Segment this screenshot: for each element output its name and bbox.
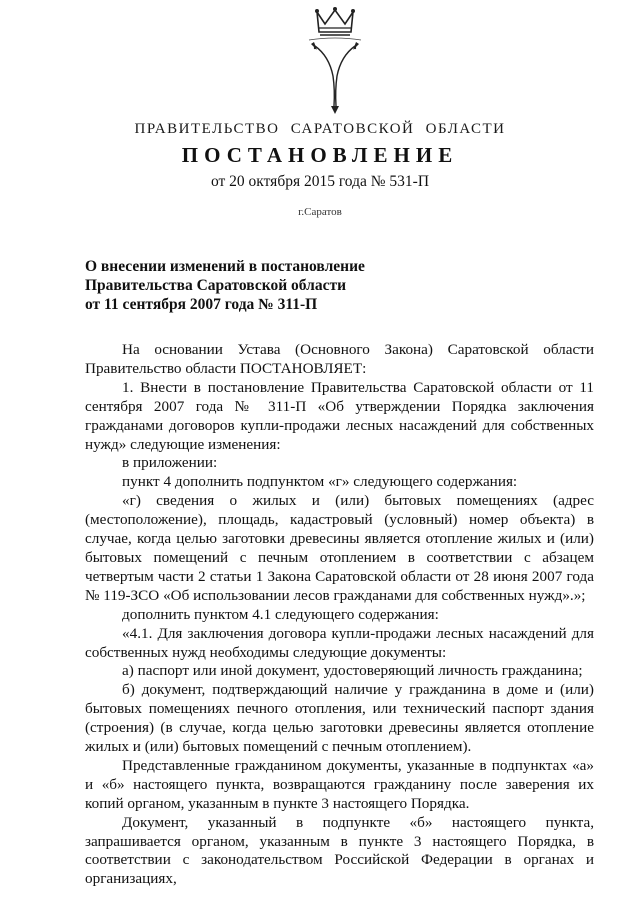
organization-name: ПРАВИТЕЛЬСТВО САРАТОВСКОЙ ОБЛАСТИ <box>134 121 506 137</box>
document-date-number: от 20 октября 2015 года № 531-П <box>210 173 430 190</box>
document-subject <box>85 257 485 314</box>
body-paragraph: «4.1. Для заключения договора купли-продажи лесных насаждений для собственных нужд необходимы следующие документы: <box>85 624 594 661</box>
document-city: г.Саратов <box>298 206 342 218</box>
body-paragraph: На основании Устава (Основного Закона) Саратовской области Правительство области ПОСТАНОВЛЯЕТ: <box>85 341 594 377</box>
body-paragraph: 1. Внести в постановление Правительства Саратовской области от 11 сентября 2007 года № 311-П «Об утверждении Порядка заключения гражданами договоров купли-продажи лесных насаждений для собственных нужд» следующие изменения: <box>85 378 594 453</box>
subject-line: от 11 сентября 2007 года № 311-П <box>85 296 318 313</box>
subject-line: О внесении изменений в постановление <box>85 258 365 275</box>
subject-line: Правительства Саратовской области <box>85 277 346 294</box>
body-paragraph: б) документ, подтверждающий наличие у гражданина в доме и (или) бытовых помещениях печного отопления, или технический паспорт здания (строения) (в случае, когда целью заготовки древесины является отопление жилых и (или) бытовых помещений с печным отоплением). <box>85 681 594 756</box>
body-paragraph: «г) сведения о жилых и (или) бытовых помещениях (адрес (местоположение), площадь, кадастровый (условный) номер объекта) в случае, когда целью заготовки древесины является отопление жилых и (или) бытовых помещений с печным отоплением в соответствии с абзацем четвертым части 2 статьи 1 Закона Саратовской области от 28 июня 2007 года № 119-ЗСО «Об использовании лесов гражданами для собственных нужд».»; <box>85 492 594 604</box>
body-paragraph: Представленные гражданином документы, указанные в подпунктах «а» и «б» настоящего пункта, возвращаются гражданину после заверения их копий органом, указанным в пункте 3 настоящего Порядка. <box>85 756 594 812</box>
body-paragraph: в приложении: <box>122 454 218 472</box>
regional-emblem-icon <box>305 6 365 114</box>
body-paragraph: а) паспорт или иной документ, удостоверяющий личность гражданина; <box>122 662 583 680</box>
body-paragraph: дополнить пунктом 4.1 следующего содержания: <box>122 605 439 623</box>
body-paragraph: Документ, указанный в подпункте «б» настоящего пункта, запрашивается органом, указанным в пункте 3 настоящего Порядка, в соответствии с законодательством Российской Федерации в органах и организациях, <box>85 813 594 888</box>
document-type: ПОСТАНОВЛЕНИЕ <box>181 143 459 167</box>
body-paragraph: пункт 4 дополнить подпунктом «г» следующего содержания: <box>122 473 518 491</box>
document-body <box>85 341 594 889</box>
